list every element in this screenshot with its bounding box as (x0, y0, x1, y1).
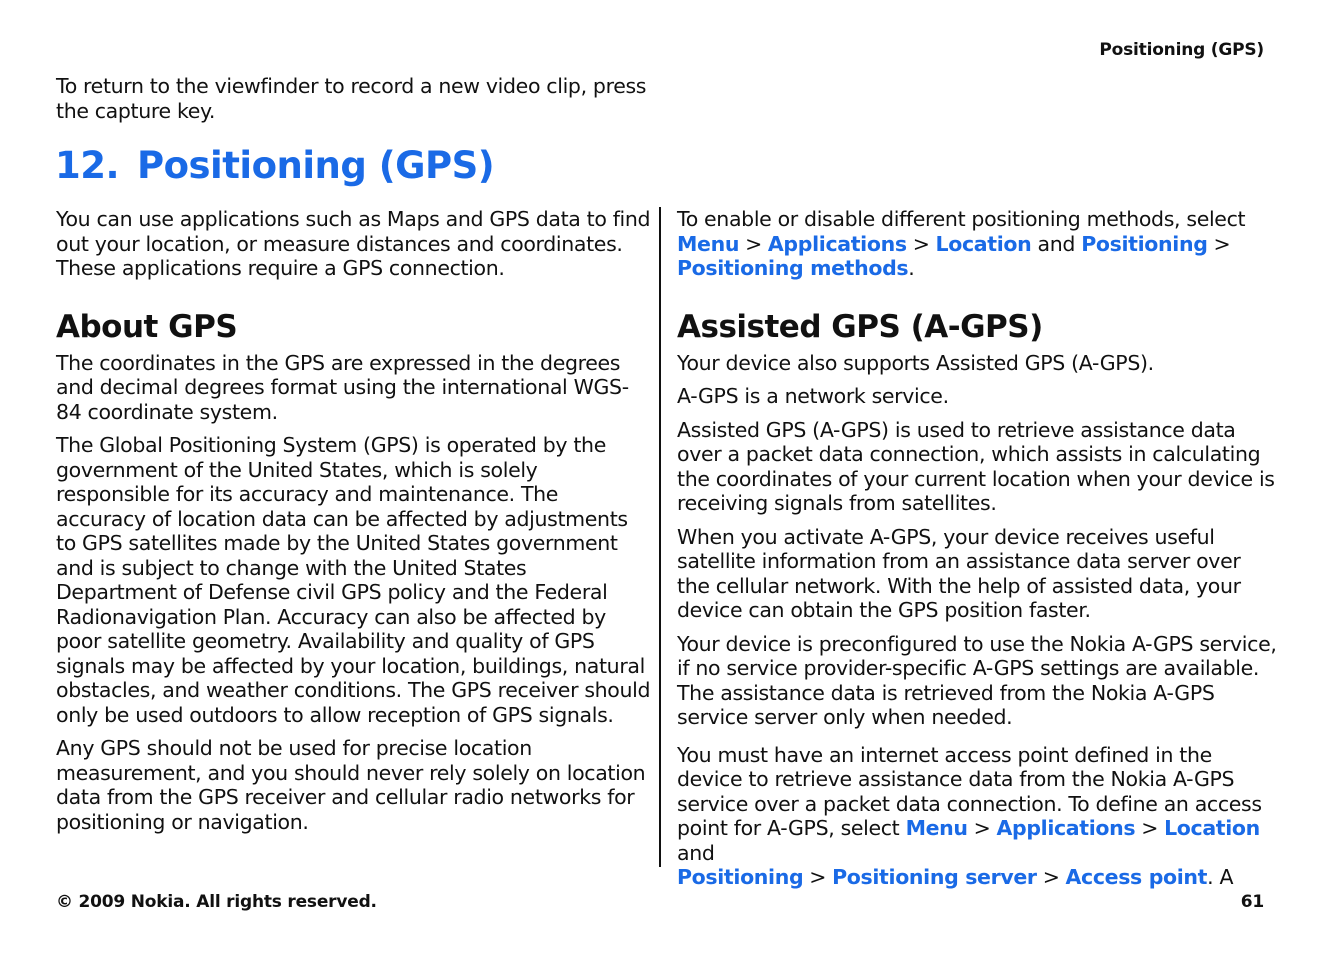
agps-paragraph-3: Assisted GPS (A-GPS) is used to retrieve assistance data over a packet data connection, which assists in calculating the coordinates of your current location when your device is receiving signals from satellites. (677, 417, 1275, 515)
positioning-methods-paragraph (677, 207, 1277, 281)
access-point-text: You must have an internet access point defined in the device to retrieve assistance data from the Nokia A-GPS service over a packet data connection. To define an access point for A-GPS, select (677, 742, 1262, 840)
path-separator: > (1141, 816, 1159, 840)
agps-paragraph-6 (677, 743, 1277, 890)
chapter-intro-paragraph: You can use applications such as Maps and GPS data to find out your location, or measure distances and coordinates. These applications require a GPS connection. (56, 207, 651, 280)
and-text: and (1037, 231, 1076, 256)
right-column (677, 207, 1277, 899)
copyright-text: © 2009 Nokia. All rights reserved. (56, 892, 377, 912)
chapter-title-text: Positioning (GPS) (137, 144, 495, 187)
page-number: 61 (1240, 892, 1264, 912)
location-link[interactable]: Location (935, 231, 1032, 256)
trailing-text: . A (1207, 865, 1234, 889)
chapter-number: 12. (55, 144, 120, 187)
chapter-title (55, 144, 494, 187)
access-point-link[interactable]: Access point (1065, 865, 1208, 889)
running-header: Positioning (GPS) (1099, 40, 1264, 60)
page-footer (56, 892, 1264, 912)
assisted-gps-heading: Assisted GPS (A-GPS) (677, 308, 1043, 345)
path-separator: > (1042, 865, 1060, 889)
about-gps-paragraph-3: Any GPS should not be used for precise location measurement, and you should never rely solely on location data from the GPS receiver and cellular radio networks for positioning or navigation. (56, 736, 646, 834)
applications-link[interactable]: Applications (767, 231, 907, 256)
about-gps-heading: About GPS (56, 308, 238, 345)
agps-paragraph-5: Your device is preconfigured to use the Nokia A-GPS service, if no service provider-specific A-GPS settings are available. The assistance data is retrieved from the Nokia A-GPS service server only when needed. (677, 631, 1277, 729)
path-separator: > (745, 231, 762, 256)
and-text: and (677, 840, 715, 865)
agps-paragraph-1: Your device also supports Assisted GPS (A-GPS). (677, 350, 1154, 375)
path-separator: > (912, 231, 930, 256)
positioning-methods-link[interactable]: Positioning methods (677, 256, 909, 280)
column-divider (659, 207, 661, 867)
left-column (56, 207, 652, 843)
location-link[interactable]: Location (1164, 816, 1260, 840)
positioning-link[interactable]: Positioning (1081, 231, 1208, 256)
path-separator: > (1213, 231, 1231, 256)
path-separator: > (973, 816, 991, 840)
period-text: . (908, 256, 915, 280)
about-gps-paragraph-2: The Global Positioning System (GPS) is operated by the government of the United States, which is solely responsible for its accuracy and maintenance. The accuracy of location data can be affected by adjustments to GPS satellites made by the United States government and is subject to change with the United States Department of Defense civil GPS policy and the Federal Radionavigation Plan. Accuracy can also be affected by poor satellite geometry. Availability and quality of GPS signals may be affected by your location, buildings, natural obstacles, and weather conditions. The GPS receiver should only be used outdoors to allow reception of GPS signals. (56, 433, 651, 727)
intro-paragraph: To return to the viewfinder to record a new video clip, press the capture key. (56, 74, 647, 123)
agps-paragraph-4: When you activate A-GPS, your device receives useful satellite information from an assistance data server over the cellular network. With the help of assisted data, your device can obtain the GPS position faster. (677, 524, 1241, 622)
positioning-server-link[interactable]: Positioning server (832, 865, 1037, 889)
positioning-methods-text: To enable or disable different positioning methods, select (677, 207, 1246, 231)
positioning-link[interactable]: Positioning (677, 865, 804, 889)
about-gps-paragraph-1: The coordinates in the GPS are expressed in the degrees and decimal degrees format using the international WGS-84 coordinate system. (56, 350, 629, 424)
menu-link[interactable]: Menu (677, 231, 740, 256)
agps-paragraph-2: A-GPS is a network service. (677, 384, 949, 408)
path-separator: > (809, 865, 827, 889)
applications-link[interactable]: Applications (996, 816, 1136, 840)
menu-link[interactable]: Menu (905, 816, 968, 840)
